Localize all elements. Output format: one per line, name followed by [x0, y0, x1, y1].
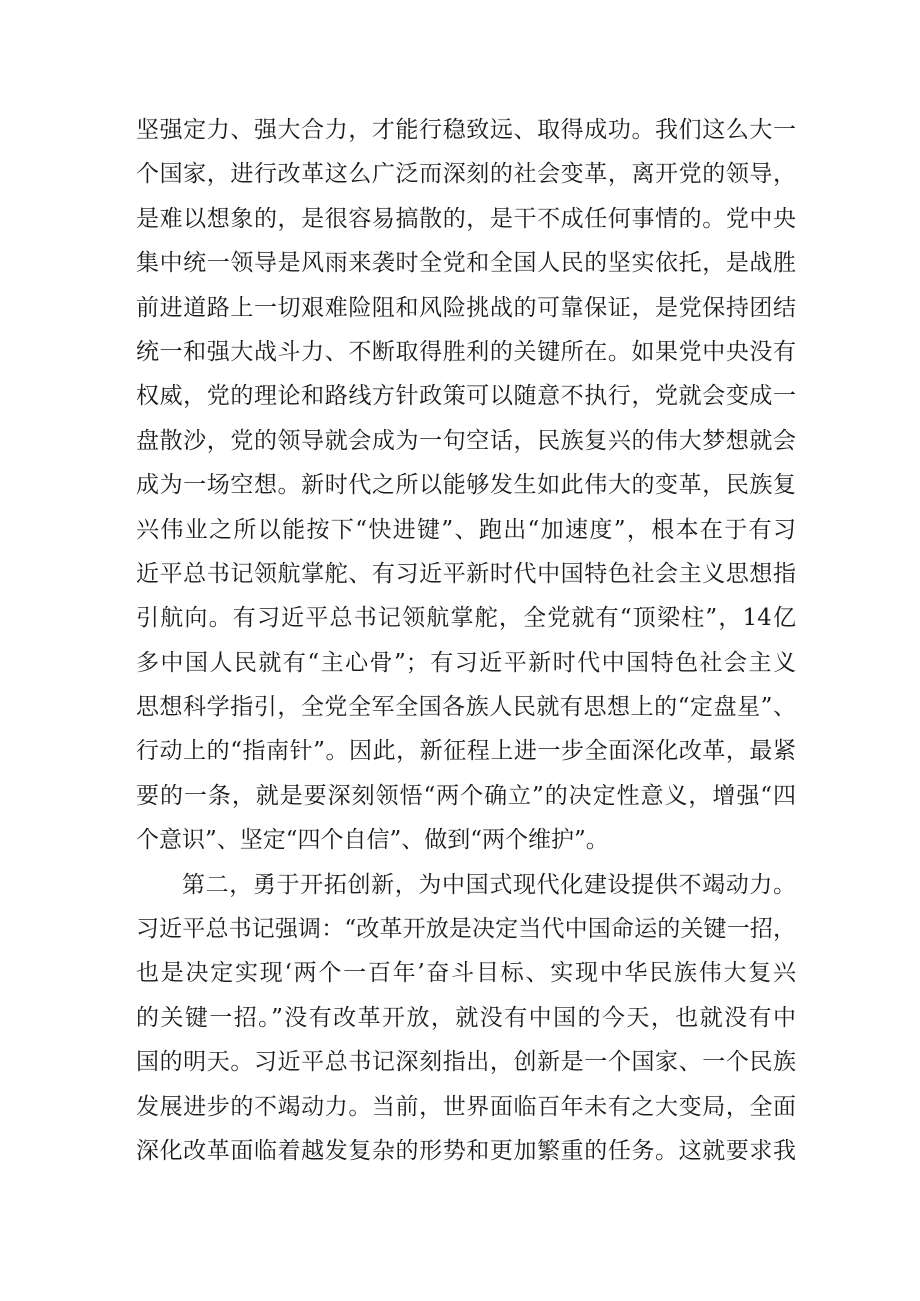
text-line: 引航向。有习近平总书记领航掌舵，全党就有“顶梁柱”，14亿 [136, 605, 796, 632]
text-line: 也是决定实现‘两个一百年’奋斗目标、实现中华民族伟大复兴 [136, 960, 796, 987]
paragraph-2 [136, 863, 796, 1174]
text-line: 发展进步的不竭动力。当前，世界面临百年未有之大变局，全面 [136, 1093, 796, 1120]
text-line: 的关键一招。”没有改革开放，就没有中国的今天，也就没有中 [136, 1004, 796, 1031]
text-line: 行动上的“指南针”。因此，新征程上进一步全面深化改革，最紧 [136, 738, 796, 765]
paragraph-1 [136, 108, 796, 863]
text-line: 坚强定力、强大合力，才能行稳致远、取得成功。我们这么大一 [136, 117, 796, 143]
text-line: 权威，党的理论和路线方针政策可以随意不执行，党就会变成一 [136, 383, 796, 410]
text-line: 深化改革面临着越发复杂的形势和更加繁重的任务。这就要求我 [136, 1137, 796, 1164]
text-line: 国的明天。习近平总书记深刻指出，创新是一个国家、一个民族 [136, 1049, 796, 1076]
text-line: 兴伟业之所以能按下“快进键”、跑出“加速度”，根本在于有习 [136, 516, 796, 543]
text-line: 是难以想象的，是很容易搞散的，是干不成任何事情的。党中央 [136, 205, 796, 232]
document-body [136, 108, 796, 1173]
text-line: 思想科学指引，全党全军全国各族人民就有思想上的“定盘星”、 [136, 694, 796, 721]
text-line: 成为一场空想。新时代之所以能够发生如此伟大的变革，民族复 [136, 472, 796, 499]
text-line: 盘散沙，党的领导就会成为一句空话，民族复兴的伟大梦想就会 [136, 427, 796, 454]
text-line: 统一和强大战斗力、不断取得胜利的关键所在。如果党中央没有 [136, 338, 796, 365]
text-line: 前进道路上一切艰难险阻和风险挑战的可靠保证，是党保持团结 [136, 294, 796, 321]
text-line: 近平总书记领航掌舵、有习近平新时代中国特色社会主义思想指 [136, 560, 796, 587]
text-line: 个意识”、坚定“四个自信”、做到“两个维护”。 [136, 827, 609, 854]
text-line: 多中国人民就有“主心骨”；有习近平新时代中国特色社会主义 [136, 649, 796, 676]
text-line: 第二，勇于开拓创新，为中国式现代化建设提供不竭动力。 [182, 871, 796, 898]
text-line: 集中统一领导是风雨来袭时全党和全国人民的坚实依托，是战胜 [136, 250, 796, 277]
text-line: 习近平总书记强调：“改革开放是决定当代中国命运的关键一招， [136, 916, 796, 943]
text-line: 要的一条，就是要深刻领悟“两个确立”的决定性意义，增强“四 [136, 782, 796, 809]
text-line: 个国家，进行改革这么广泛而深刻的社会变革，离开党的领导， [136, 161, 796, 188]
